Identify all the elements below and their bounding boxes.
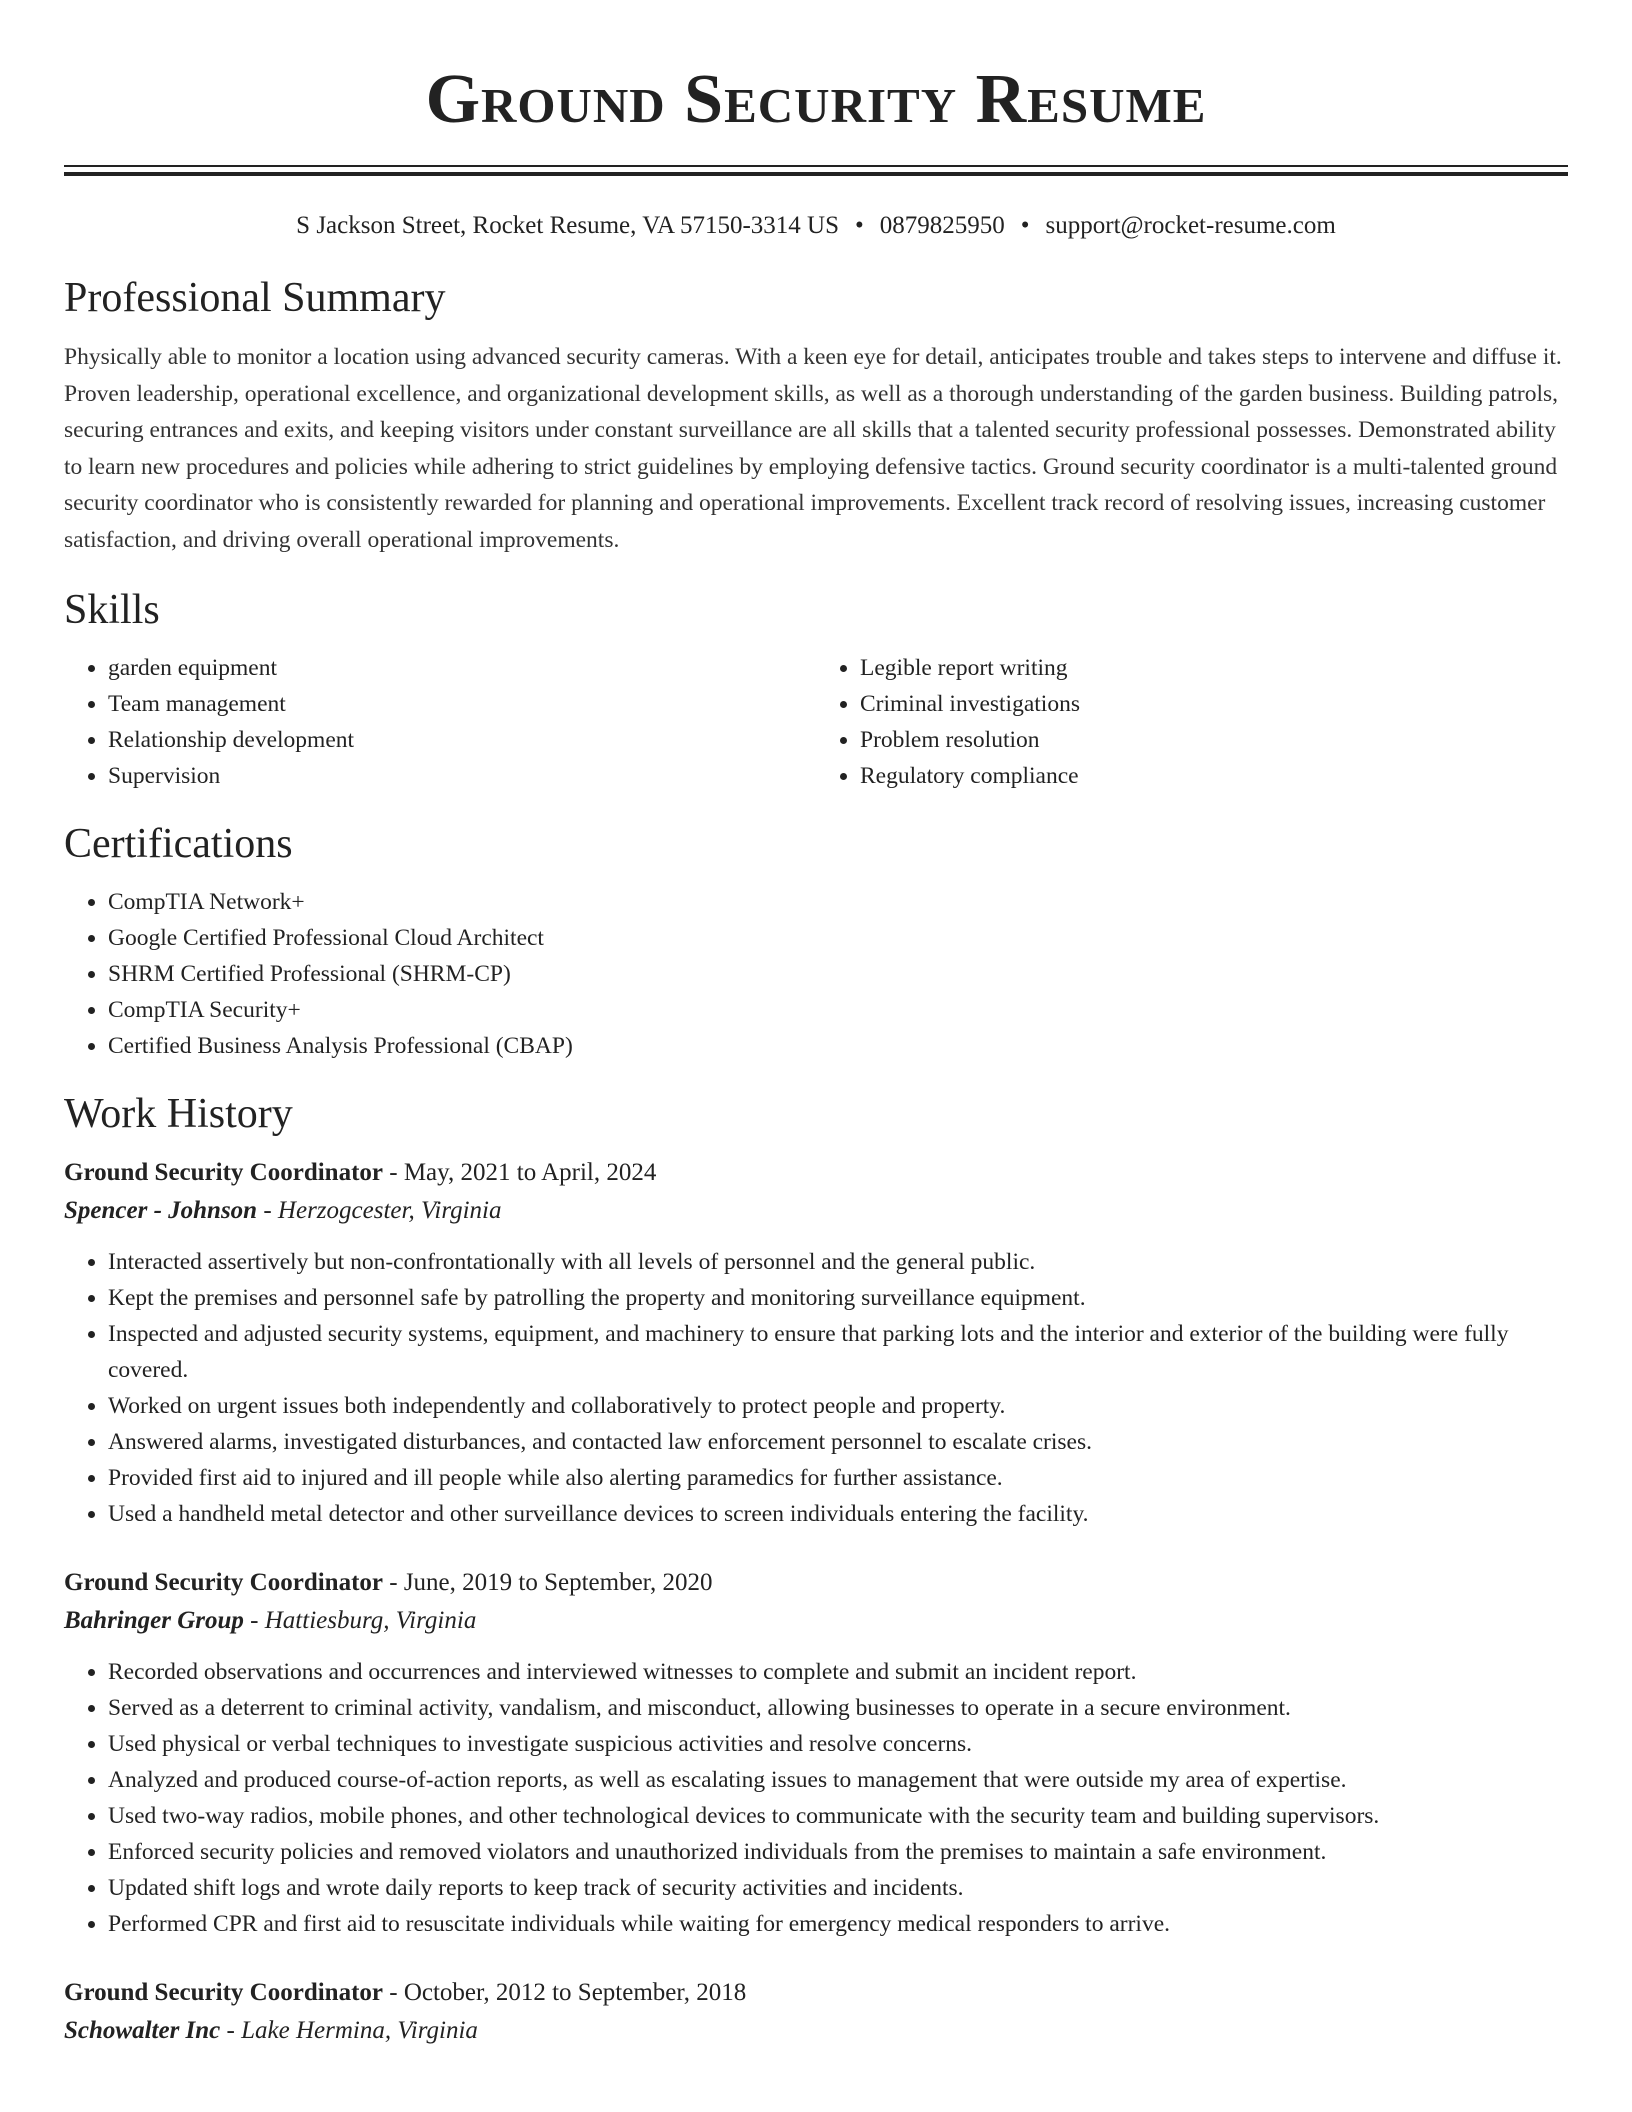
job-dates: June, 2019 to September, 2020 <box>403 1569 713 1596</box>
job-bullet: • Answered alarms, investigated disturbances, and contacted law enforcement personnel to escalate crises. <box>108 1424 1568 1460</box>
job-title-line: Ground Security Coordinator - October, 2012 to September, 2018 <box>64 1979 747 2006</box>
contact-email: support@rocket-resume.com <box>1045 212 1336 239</box>
job-bullet: • Provided first aid to injured and ill people while also alerting paramedics for further assistance. <box>108 1460 1568 1496</box>
certification-item: • Google Certified Professional Cloud Architect <box>108 920 1568 956</box>
job-bullet: • Used two-way radios, mobile phones, and other technological devices to communicate with the security team and building supervisors. <box>108 1798 1568 1834</box>
certification-item: • Certified Business Analysis Professional (CBAP) <box>108 1028 1568 1064</box>
skill-item: • garden equipment <box>108 650 816 686</box>
job-company: Schowalter Inc <box>64 2017 221 2044</box>
job-bullet: • Updated shift logs and wrote daily reports to keep track of security activities and incidents. <box>108 1870 1568 1906</box>
job-dates: May, 2021 to April, 2024 <box>403 1159 657 1186</box>
skill-item: • Criminal investigations <box>860 686 1568 722</box>
certification-item: • SHRM Certified Professional (SHRM-CP) <box>108 956 1568 992</box>
summary-heading: Professional Summary <box>64 275 446 321</box>
skills-column-left <box>64 650 816 794</box>
contact-separator: • <box>1020 212 1030 239</box>
skills-column-right <box>816 650 1568 794</box>
job-title: Ground Security Coordinator <box>64 1159 383 1186</box>
job-location: Herzogcester, Virginia <box>277 1197 502 1224</box>
job-bullet: • Used physical or verbal techniques to investigate suspicious activities and resolve concerns. <box>108 1726 1568 1762</box>
job-company-line: Bahringer Group - Hattiesburg, Virginia <box>64 1607 477 1634</box>
job-bullet: • Interacted assertively but non-confrontationally with all levels of personnel and the general public. <box>108 1244 1568 1280</box>
skills-list <box>64 650 1568 794</box>
job-bullet: • Used a handheld metal detector and other surveillance devices to screen individuals entering the facility. <box>108 1496 1568 1532</box>
job-company: Spencer - Johnson <box>64 1197 258 1224</box>
job-bullet: • Worked on urgent issues both independently and collaboratively to protect people and property. <box>108 1388 1568 1424</box>
job-bullets <box>64 1244 1568 1532</box>
job-bullet: • Performed CPR and first aid to resuscitate individuals while waiting for emergency medical responders to arrive. <box>108 1906 1568 1942</box>
certifications-heading: Certifications <box>64 821 293 867</box>
certification-item: • CompTIA Security+ <box>108 992 1568 1028</box>
page-title: Ground Security Resume <box>425 61 1207 138</box>
job-entry <box>64 1974 1568 2050</box>
summary-text: Physically able to monitor a location using advanced security cameras. With a keen eye for detail, anticipates trouble and takes steps to intervene and diffuse it. Proven leadership, operational excellence, and organizational development skills, as well as a thorough understanding of the garden business. Building patrols, securing entrances and exits, and keeping visitors under constant surveillance are all skills that a talented security professional possesses. Demonstrated ability to learn new procedures and policies while adhering to strict guidelines by employing defensive tactics. Ground security coordinator is a multi-talented ground security coordinator who is consistently rewarded for planning and operational improvements. Excellent track record of resolving issues, increasing customer satisfaction, and driving overall operational improvements. <box>64 344 1562 553</box>
job-title-line: Ground Security Coordinator - June, 2019 to September, 2020 <box>64 1569 713 1596</box>
job-company-line: Schowalter Inc - Lake Hermina, Virginia <box>64 2017 478 2044</box>
skill-item: • Legible report writing <box>860 650 1568 686</box>
job-bullet: • Analyzed and produced course-of-action reports, as well as escalating issues to management that were outside my area of expertise. <box>108 1762 1568 1798</box>
contact-line <box>64 210 1568 242</box>
skill-item: • Regulatory compliance <box>860 758 1568 794</box>
work-history-heading: Work History <box>64 1091 293 1137</box>
job-title: Ground Security Coordinator <box>64 1569 383 1596</box>
job-entry <box>64 1564 1568 1942</box>
job-bullet: • Served as a deterrent to criminal activity, vandalism, and misconduct, allowing businesses to operate in a secure environment. <box>108 1690 1568 1726</box>
skill-item: • Problem resolution <box>860 722 1568 758</box>
job-company-line: Spencer - Johnson - Herzogcester, Virginia <box>64 1197 502 1224</box>
job-bullet: • Kept the premises and personnel safe by patrolling the property and monitoring surveillance equipment. <box>108 1280 1568 1316</box>
skills-heading: Skills <box>64 587 160 633</box>
job-title-line: Ground Security Coordinator - May, 2021 to April, 2024 <box>64 1159 657 1186</box>
job-bullet: • Inspected and adjusted security systems, equipment, and machinery to ensure that parking lots and the interior and exterior of the building were fully covered. <box>108 1316 1568 1388</box>
job-company: Bahringer Group <box>64 1607 244 1634</box>
job-bullets <box>64 1654 1568 1942</box>
job-title: Ground Security Coordinator <box>64 1979 383 2006</box>
skill-item: • Relationship development <box>108 722 816 758</box>
job-location: Lake Hermina, Virginia <box>241 2017 478 2044</box>
job-dates: October, 2012 to September, 2018 <box>403 1979 747 2006</box>
skill-item: • Team management <box>108 686 816 722</box>
contact-phone: 0879825950 <box>879 212 1005 239</box>
skill-item: • Supervision <box>108 758 816 794</box>
certification-item: • CompTIA Network+ <box>108 884 1568 920</box>
job-location: Hattiesburg, Virginia <box>264 1607 477 1634</box>
certifications-list <box>64 884 1568 1064</box>
contact-separator: • <box>854 212 864 239</box>
job-bullet: • Enforced security policies and removed violators and unauthorized individuals from the premises to maintain a safe environment. <box>108 1834 1568 1870</box>
job-entry <box>64 1154 1568 1532</box>
job-bullet: • Recorded observations and occurrences and interviewed witnesses to complete and submit an incident report. <box>108 1654 1568 1690</box>
title-divider <box>64 165 1568 176</box>
contact-address: S Jackson Street, Rocket Resume, VA 57150-3314 US <box>296 212 839 239</box>
